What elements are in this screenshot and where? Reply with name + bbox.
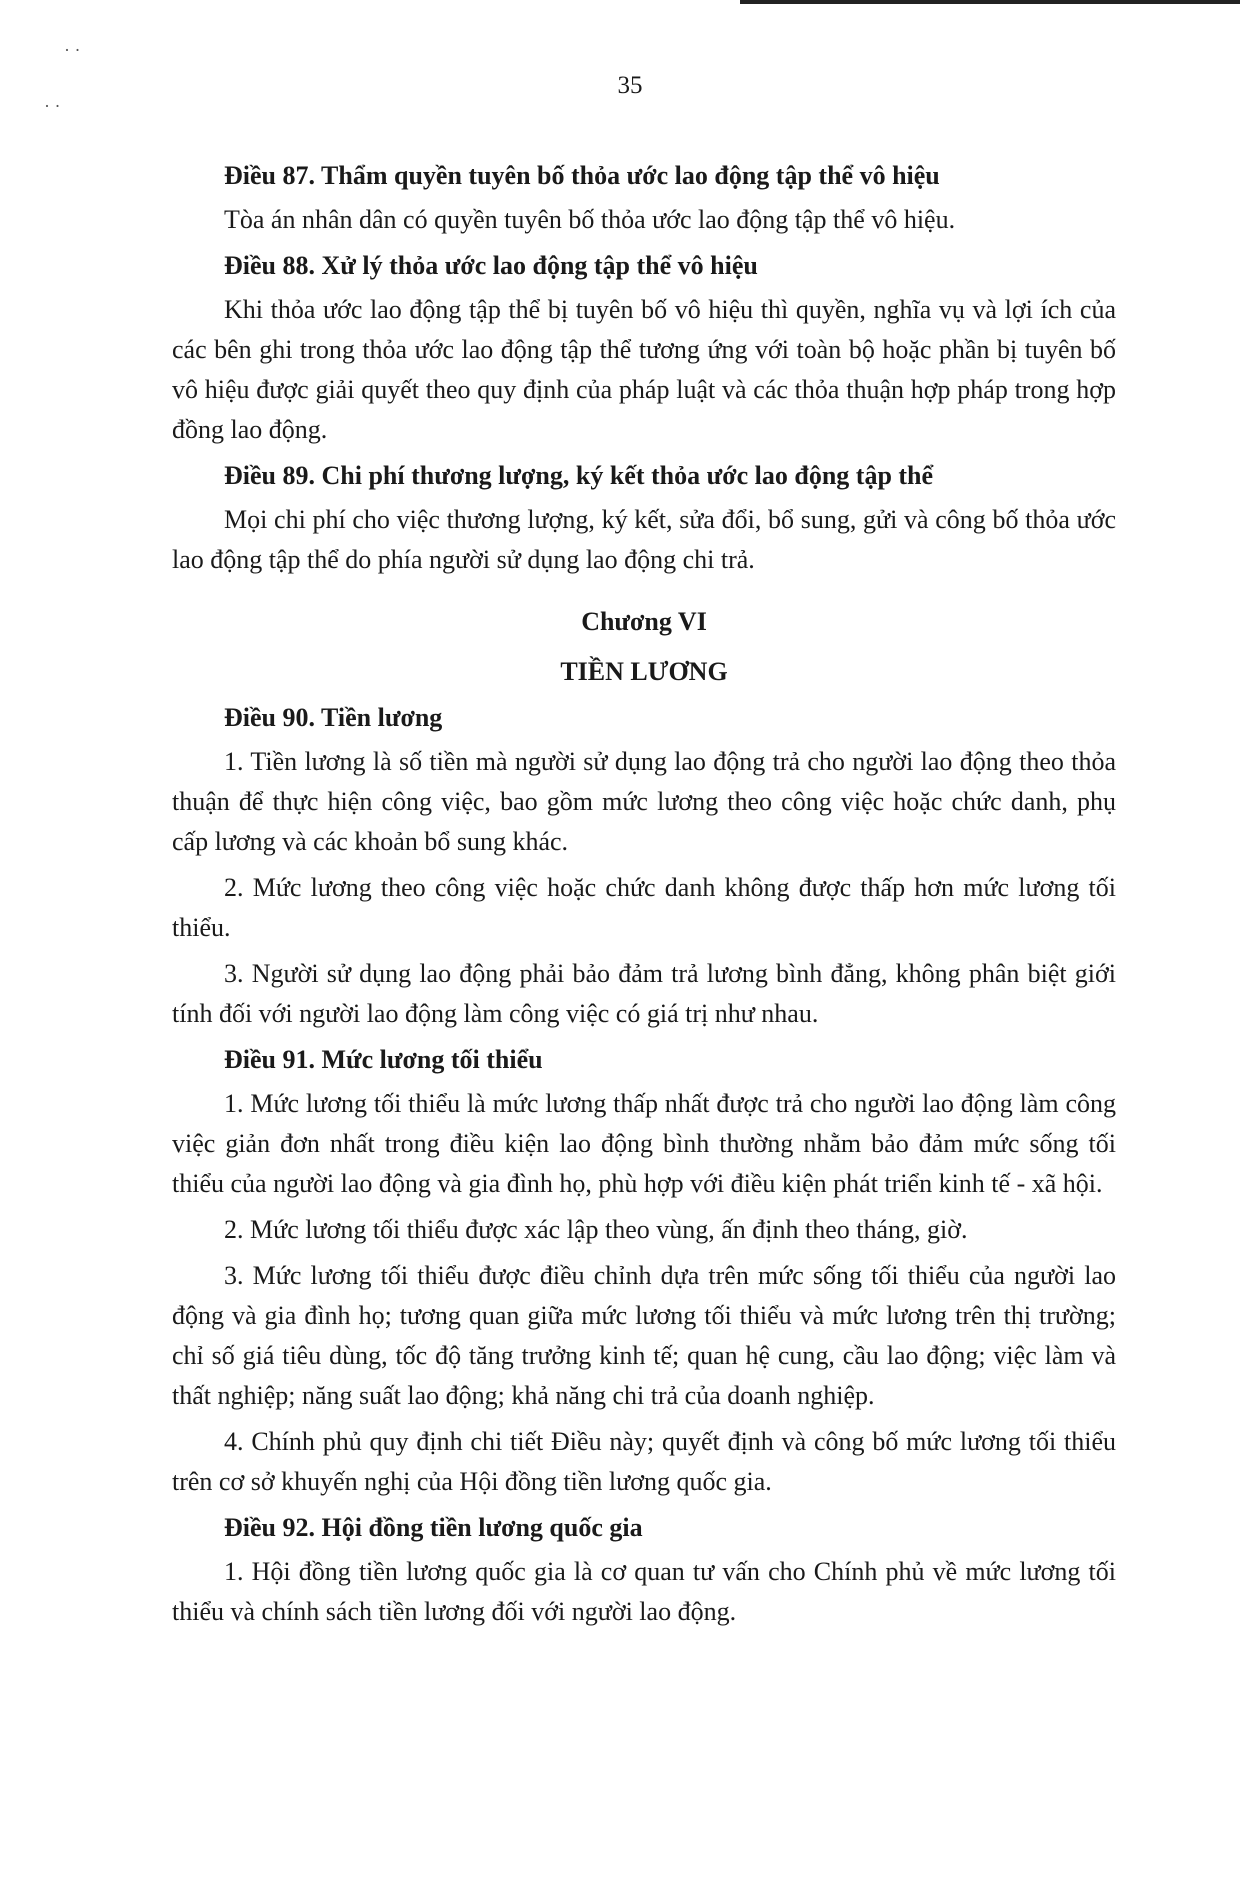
article-87-heading: Điều 87. Thẩm quyền tuyên bố thỏa ước lao động tập thể vô hiệu [224, 161, 940, 190]
article-91-clause-2: 2. Mức lương tối thiểu được xác lập theo vùng, ấn định theo tháng, giờ. [224, 1215, 968, 1244]
scan-speck: · · [44, 96, 61, 116]
article-87-text: Tòa án nhân dân có quyền tuyên bố thỏa ước lao động tập thể vô hiệu. [224, 205, 956, 234]
document-body [172, 150, 1116, 1638]
article-89-heading: Điều 89. Chi phí thương lượng, ký kết thỏa ước lao động tập thể [224, 461, 934, 490]
article-90-clause-1: 1. Tiền lương là số tiền mà người sử dụng lao động trả cho người lao động theo thỏa thuận để thực hiện công việc, bao gồm mức lương theo công việc hoặc chức danh, phụ cấp lương và các khoản bổ sung khác. [172, 747, 1116, 856]
article-88-heading: Điều 88. Xử lý thỏa ước lao động tập thể vô hiệu [224, 251, 758, 280]
article-88-text: Khi thỏa ước lao động tập thể bị tuyên bố vô hiệu thì quyền, nghĩa vụ và lợi ích của các bên ghi trong thỏa ước lao động tập thể tương ứng với toàn bộ hoặc phần bị tuyên bố vô hiệu được giải quyết theo quy định của pháp luật và các thỏa thuận hợp pháp trong hợp đồng lao động. [172, 295, 1116, 444]
page-number: 35 [617, 72, 643, 99]
article-91-clause-3: 3. Mức lương tối thiểu được điều chỉnh dựa trên mức sống tối thiểu của người lao động và gia đình họ; tương quan giữa mức lương tối thiểu và mức lương trên thị trường; chỉ số giá tiêu dùng, tốc độ tăng trưởng kinh tế; quan hệ cung, cầu lao động; việc làm và thất nghiệp; năng suất lao động; khả năng chi trả của doanh nghiệp. [172, 1261, 1116, 1410]
article-92-heading: Điều 92. Hội đồng tiền lương quốc gia [224, 1513, 643, 1542]
top-edge-rule [740, 0, 1240, 4]
article-89-text: Mọi chi phí cho việc thương lượng, ký kết, sửa đổi, bổ sung, gửi và công bố thỏa ước lao động tập thể do phía người sử dụng lao động chi trả. [172, 505, 1116, 574]
article-91-clause-1: 1. Mức lương tối thiểu là mức lương thấp nhất được trả cho người lao động làm công việc giản đơn nhất trong điều kiện lao động bình thường nhằm bảo đảm mức sống tối thiểu của người lao động và gia đình họ, phù hợp với điều kiện phát triển kinh tế - xã hội. [172, 1089, 1116, 1198]
article-90-heading: Điều 90. Tiền lương [224, 703, 443, 732]
article-91-heading: Điều 91. Mức lương tối thiểu [224, 1045, 543, 1074]
article-90-clause-2: 2. Mức lương theo công việc hoặc chức danh không được thấp hơn mức lương tối thiểu. [172, 873, 1116, 942]
chapter-title: Chương VI [581, 607, 707, 636]
article-91-clause-4: 4. Chính phủ quy định chi tiết Điều này; quyết định và công bố mức lương tối thiểu trên cơ sở khuyến nghị của Hội đồng tiền lương quốc gia. [172, 1427, 1116, 1496]
chapter-subtitle: TIỀN LƯƠNG [560, 657, 728, 686]
article-90-clause-3: 3. Người sử dụng lao động phải bảo đảm trả lương bình đẳng, không phân biệt giới tính đối với người lao động làm công việc có giá trị như nhau. [172, 959, 1116, 1028]
article-92-clause-1: 1. Hội đồng tiền lương quốc gia là cơ quan tư vấn cho Chính phủ về mức lương tối thiểu và chính sách tiền lương đối với người lao động. [172, 1557, 1116, 1626]
scan-speck: · · [64, 40, 81, 60]
